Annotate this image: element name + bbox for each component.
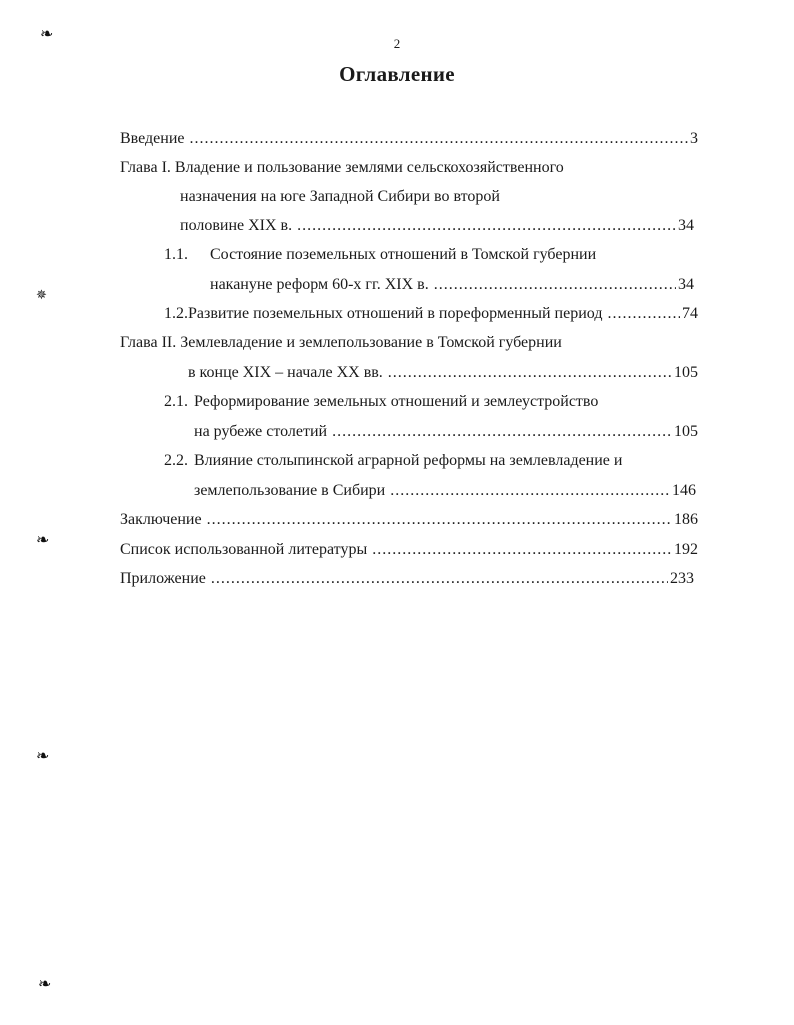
toc-entry-text: землепользование в Сибири (194, 482, 386, 499)
toc-section-1-1-line-1 (164, 244, 596, 266)
toc-entry-text: Развитие поземельных отношений в пореформенный период (188, 305, 603, 322)
toc-entry-conclusion (120, 509, 698, 531)
toc-entry-page: 34 (678, 276, 694, 293)
toc-chapter-1-line-3 (180, 215, 694, 237)
scan-mark-icon: ❧ (40, 24, 54, 43)
toc-entry-text: Введение (120, 130, 185, 147)
dot-leader (434, 274, 676, 296)
dot-leader (388, 362, 672, 384)
scan-mark-icon: ✵ (36, 288, 47, 303)
toc-entry-page: 186 (674, 511, 698, 528)
dot-leader (211, 568, 668, 590)
dot-leader (332, 421, 672, 443)
dot-leader (390, 480, 670, 502)
toc-section-1-2 (164, 303, 698, 325)
toc-entry-text: в конце XIX – начале XX вв. (188, 364, 383, 381)
toc-section-number: 1.2. (164, 305, 188, 322)
toc-entry-page: 146 (672, 482, 696, 499)
toc-entry-page: 74 (682, 305, 698, 322)
toc-entry-text: Список использованной литературы (120, 541, 368, 558)
toc-entry-text: Влияние столыпинской аграрной реформы на землевладение и (194, 452, 623, 469)
dot-leader (372, 539, 672, 561)
toc-entry-page: 105 (674, 423, 698, 440)
scan-mark-icon: ❧ (36, 530, 50, 549)
toc-section-2-1-line-1 (164, 391, 598, 413)
toc-entry-text: Заключение (120, 511, 202, 528)
toc-entry-intro (120, 128, 698, 150)
toc-section-2-2-line-2 (194, 480, 696, 502)
toc-entry-page: 192 (674, 541, 698, 558)
toc-chapter-2-line-2 (188, 362, 698, 384)
toc-section-number: 2.2. (164, 452, 188, 469)
toc-section-2-2-line-1 (164, 450, 622, 472)
dot-leader (607, 303, 680, 325)
scan-mark-icon: ❧ (36, 746, 50, 765)
toc-entry-page: 105 (674, 364, 698, 381)
toc-chapter-1-line-2 (180, 186, 500, 208)
toc-section-number: 2.1. (164, 393, 188, 410)
toc-entry-text: Глава I. Владение и пользование землями сельскохозяйственного (120, 159, 564, 176)
toc-entry-text: назначения на юге Западной Сибири во второй (180, 188, 500, 205)
toc-entry-text: половине XIX в. (180, 217, 293, 234)
toc-entry-appendix (120, 568, 694, 590)
toc-section-1-1-line-2 (210, 274, 694, 296)
toc-entry-page: 3 (690, 130, 698, 147)
toc-section-2-1-line-2 (194, 421, 698, 443)
toc-entry-text: Глава II. Землевладение и землепользование в Томской губернии (120, 334, 562, 351)
toc-section-number: 1.1. (164, 246, 188, 263)
page-number: 2 (393, 36, 401, 51)
dot-leader (297, 215, 676, 237)
scan-mark-icon: ❧ (38, 974, 52, 993)
toc-entry-text: накануне реформ 60-х гг. XIX в. (210, 276, 429, 293)
toc-entry-bibliography (120, 539, 698, 561)
dot-leader (190, 128, 689, 150)
dot-leader (207, 509, 672, 531)
toc-entry-text: Реформирование земельных отношений и землеустройство (194, 393, 599, 410)
toc-chapter-1-line-1 (120, 157, 564, 179)
toc-entry-text: Состояние поземельных отношений в Томской губернии (210, 246, 597, 263)
toc-entry-text: на рубеже столетий (194, 423, 328, 440)
toc-entry-page: 233 (670, 570, 694, 587)
toc-entry-text: Приложение (120, 570, 206, 587)
toc-entry-page: 34 (678, 217, 694, 234)
toc-chapter-2-line-1 (120, 332, 562, 354)
page-title: Оглавление (339, 62, 455, 86)
